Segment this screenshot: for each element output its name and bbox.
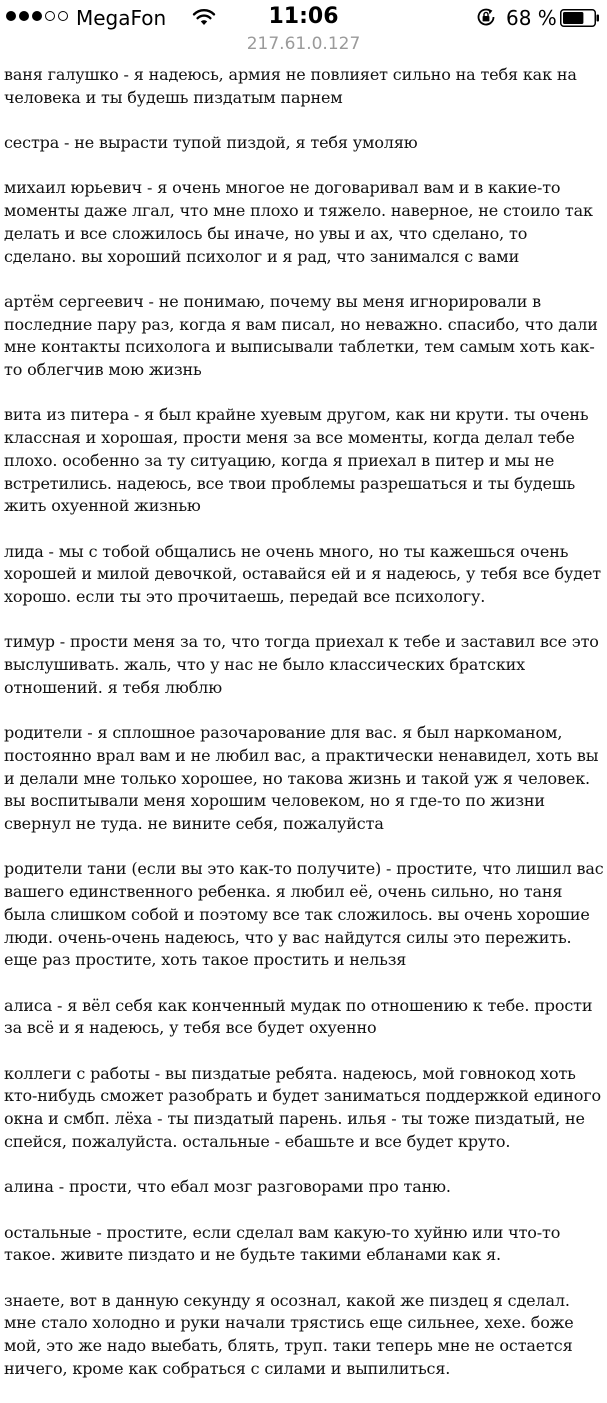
url-text: 217.61.0.127 bbox=[246, 34, 361, 54]
note-paragraph: ваня галушко - я надеюсь, армия не повлияет сильно на тебя как на человека и ты будешь пиздатым парнем bbox=[4, 65, 577, 107]
battery-icon bbox=[560, 9, 600, 27]
note-paragraph: алина - прости, что ебал мозг разговорами про таню. bbox=[4, 1177, 451, 1197]
note-paragraph: михаил юрьевич - я очень многое не договаривал вам и в какие-то моменты даже лгал, что мне плохо и тяжело. наверное, не стоило так делать и все сложилось бы иначе, но увы и ах, что сделано, то сделано. вы хороший психолог и я рад, что занимался с вами bbox=[4, 178, 593, 266]
note-paragraph: вита из питера - я был крайне хуевым другом, как ни крути. ты очень классная и хорошая, прости меня за все моменты, когда делал тебе плохо. особенно за ту ситуацию, когда я приехал в питер и мы не встретились. надеюсь, все твои проблемы разрешаться и ты будешь жить охуенной жизнью bbox=[4, 405, 589, 516]
note-paragraph: остальные - простите, если сделал вам какую-то хуйню или что-то такое. живите пиздато и не будьте такими ебланами как я. bbox=[4, 1222, 561, 1265]
note-paragraph: знаете, вот в данную секунду я осознал, какой же пиздец я сделал. мне стало холодно и руки начали трястись еще сильнее, хехе. боже мой, это же надо выебать, блять, труп. таки теперь мне не остается ничего, кроме как собраться с силами и выпилиться. bbox=[4, 1290, 574, 1378]
page-content bbox=[4, 64, 604, 1403]
note-paragraph: родители - я сплошное разочарование для вас. я был наркоманом, постоянно врал вам и не любил вас, а практически ненавидел, хоть вы и делали мне только хорошее, но такова жизнь и такой уж я человек. вы воспитывали меня хорошим человеком, но я где-то по жизни свернул не туда. не вините себя, пожалуйста bbox=[4, 723, 599, 834]
carrier-name: MegaFon bbox=[76, 6, 167, 30]
note-paragraph: алиса - я вёл себя как конченный мудак по отношению к тебе. прости за всё и я надеюсь, у тебя все будет охуенно bbox=[4, 995, 593, 1038]
note-paragraph: сестра - не вырасти тупой пиздой, я тебя умоляю bbox=[4, 133, 418, 153]
battery-percent: 68 % bbox=[506, 6, 557, 30]
note-paragraph: родители тани (если вы это как-то получите) - простите, что лишил вас вашего единственного ребенка. я любил её, очень сильно, но таня была слишком собой и поэтому все так сложилось. вы очень хорошие люди. очень-очень надеюсь, что у вас найдутся силы это пережить. еще раз простите, хоть такое простить и нельзя bbox=[4, 859, 604, 970]
note-paragraph: коллеги с работы - вы пиздатые ребята. надеюсь, мой говнокод хоть кто-нибудь сможет разобрать и будет заниматься поддержкой единого окна и смбп. лёха - ты пиздатый парень. илья - ты тоже пиздатый, не спейся, пожалуйста. остальные - ебашьте и все будет круто. bbox=[4, 1063, 601, 1151]
note-paragraph: лида - мы с тобой общались не очень много, но ты кажешься очень хорошей и милой девочкой, оставайся ей и я надеюсь, у тебя все будет хорошо. если ты это прочитаешь, передай все психологу. bbox=[4, 541, 601, 607]
note-paragraph: тимур - прости меня за то, что тогда приехал к тебе и заставил все это выслушивать. жаль, что у нас не было классических братских отношений. я тебя люблю bbox=[4, 632, 599, 697]
rotation-lock-icon bbox=[476, 7, 496, 27]
clock: 11:06 bbox=[268, 4, 339, 29]
note-paragraph: артём сергеевич - не понимаю, почему вы меня игнорировали в последние пару раз, когда я вам писал, но неважно. спасибо, что дали мне контакты психолога и выписывали таблетки, тем самым хоть как-то облегчив мою жизнь bbox=[4, 291, 598, 380]
status-bar bbox=[0, 0, 607, 36]
address-bar[interactable] bbox=[0, 34, 607, 60]
